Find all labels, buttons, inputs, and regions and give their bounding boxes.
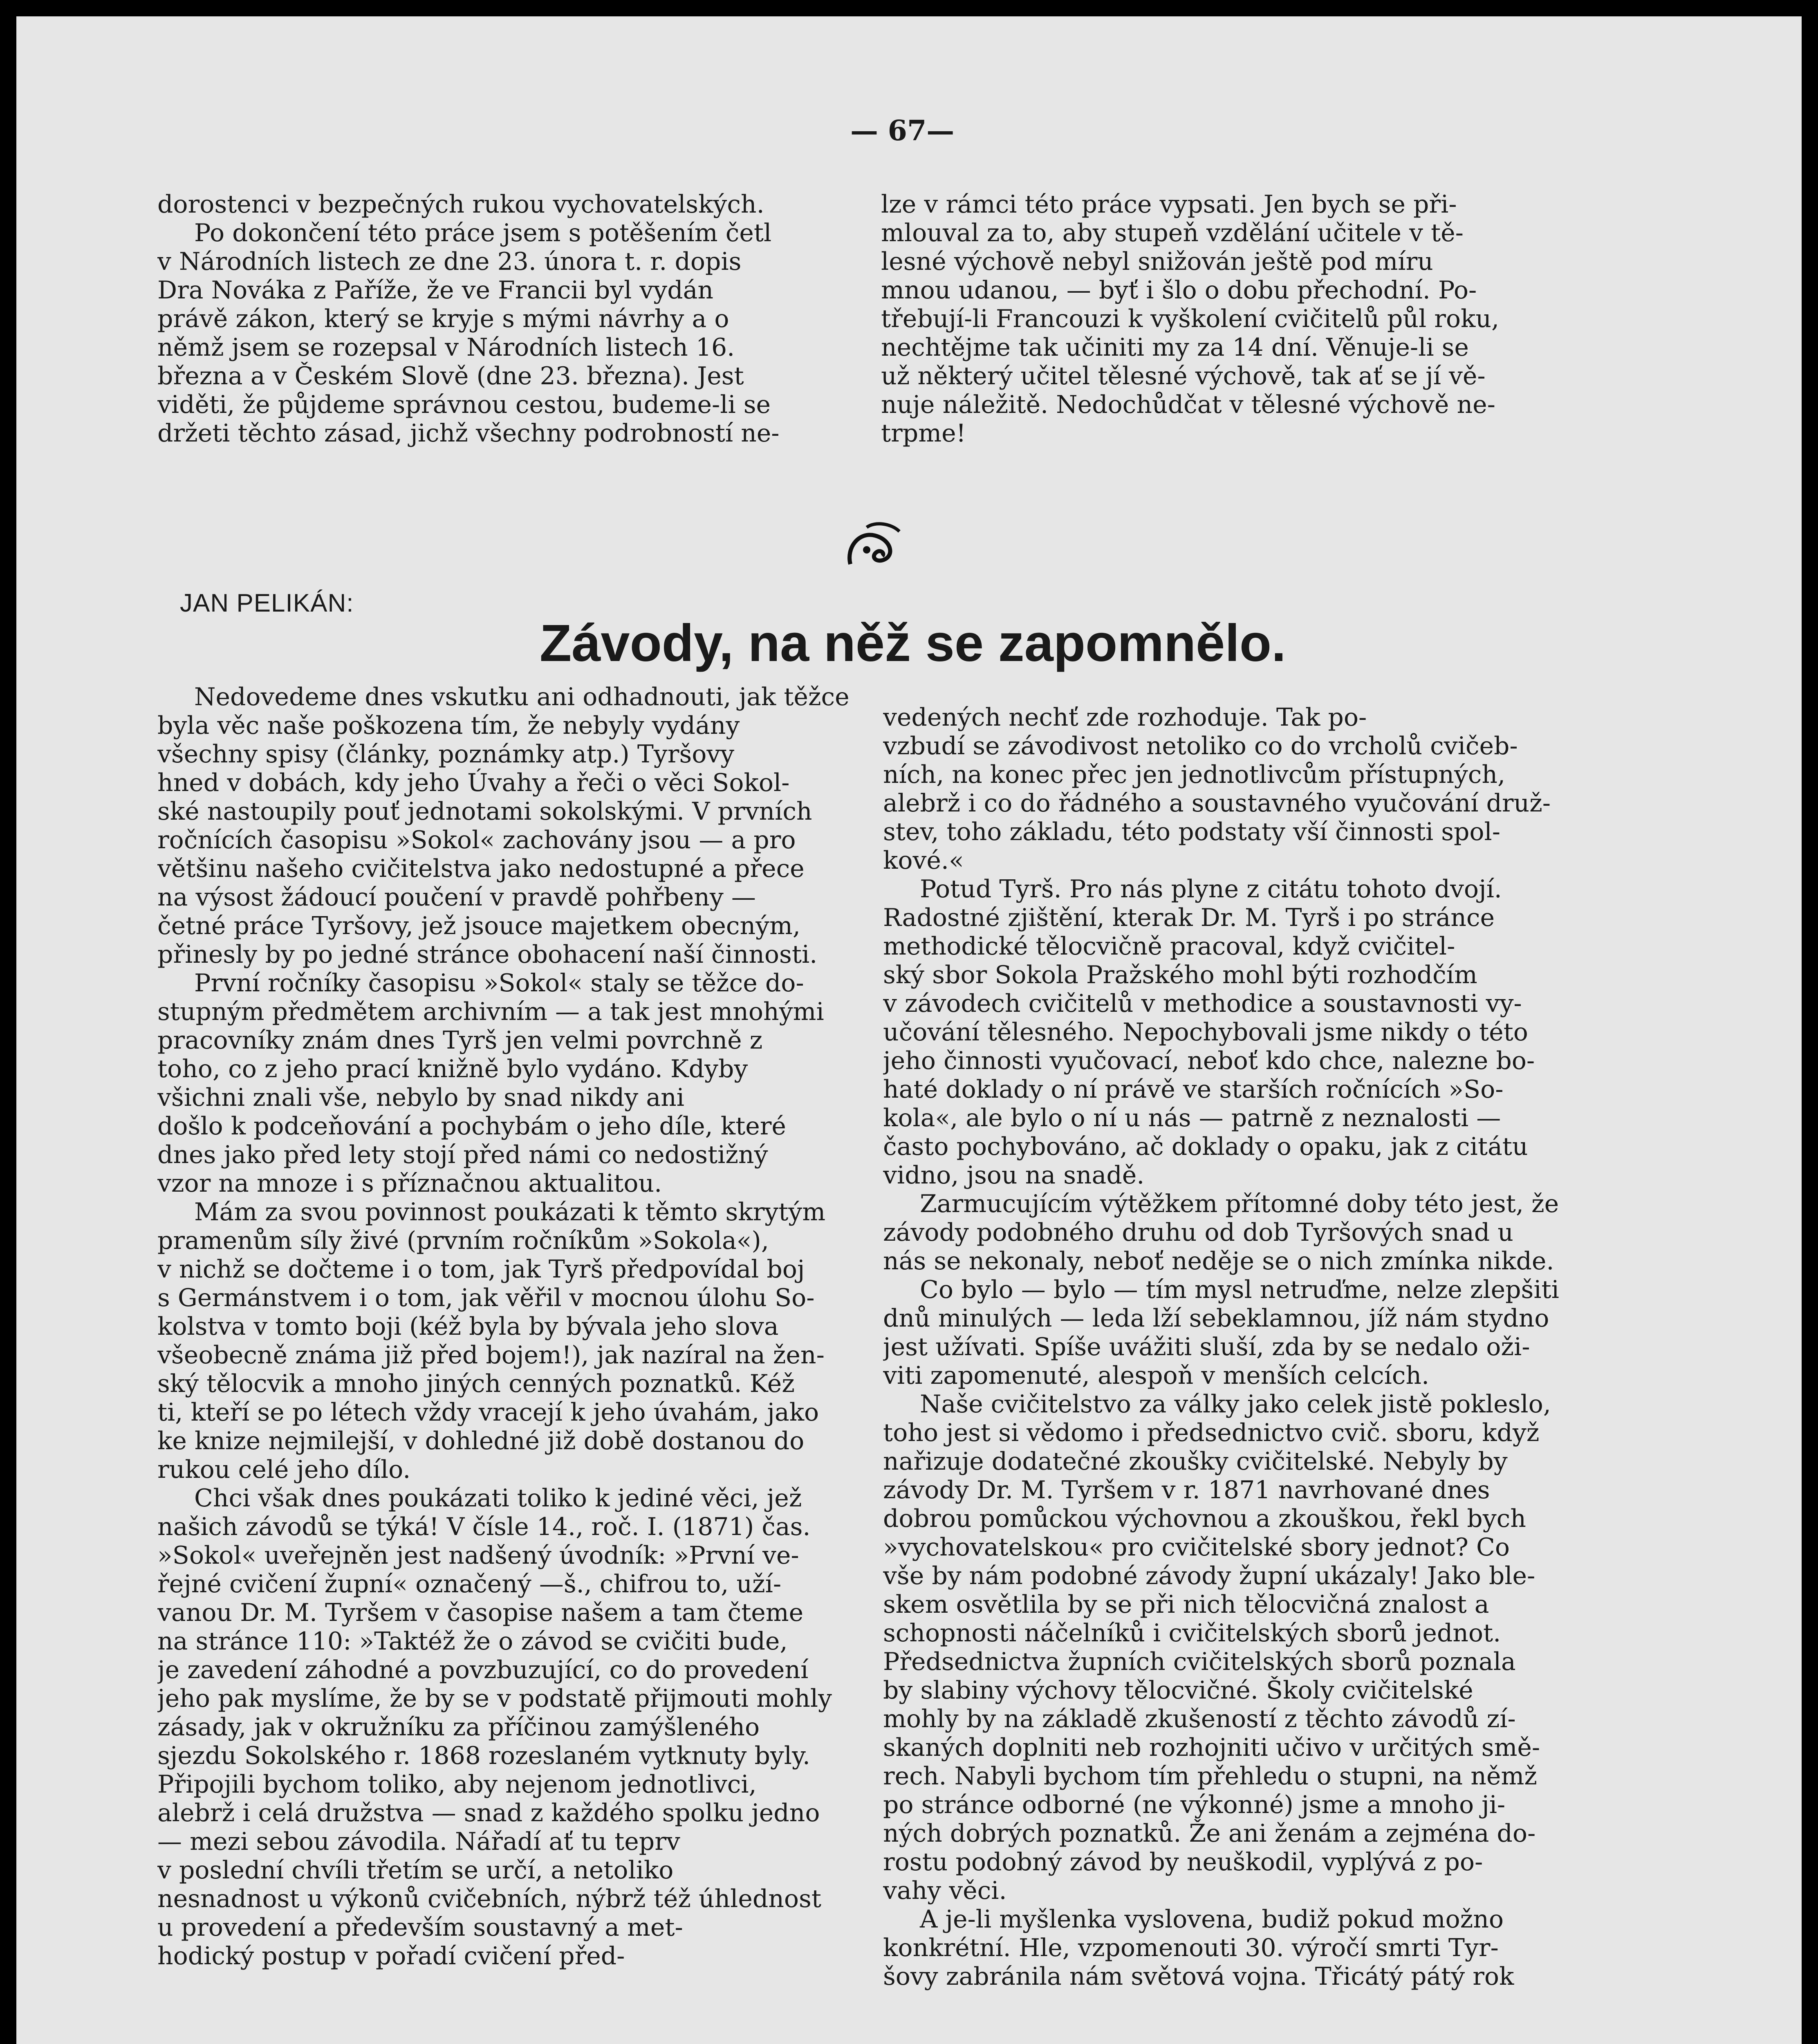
text-line: toho, co z jeho prací knižně bylo vydáno. Kdyby bbox=[157, 1055, 748, 1083]
text-line: došlo k podceňování a pochybám o jeho díle, které bbox=[157, 1112, 786, 1141]
text-line: hned v dobách, kdy jeho Úvahy a řeči o věci Sokol- bbox=[157, 769, 790, 797]
text-line: vzor na mnoze i s příznačnou aktualitou. bbox=[157, 1169, 662, 1198]
text-line: právě zákon, který se kryje s mými návrhy a o bbox=[157, 305, 729, 333]
page-number: — 67— bbox=[850, 114, 955, 147]
text-line: závody Dr. M. Tyršem v r. 1871 navrhované dnes bbox=[883, 1476, 1490, 1504]
text-line: v Národních listech ze dne 23. února t. r. dopis bbox=[157, 247, 742, 276]
text-line: řejné cvičení župní« označený —š., chifrou to, uží- bbox=[157, 1570, 782, 1598]
text-line: s Germánstvem i o tom, jak věřil v mocnou úlohu So- bbox=[157, 1284, 815, 1312]
text-line: stupným předmětem archivním — a tak jest mnohými bbox=[157, 997, 824, 1026]
text-line: zásady, jak v okružníku za příčinou zamýšleného bbox=[157, 1713, 760, 1741]
text-line: skem osvětlila by se při nich tělocvičná znalost a bbox=[883, 1590, 1489, 1619]
text-line: Nedovedeme dnes vskutku ani odhadnouti, jak těžce bbox=[194, 683, 850, 711]
text-line: rukou celé jeho dílo. bbox=[157, 1455, 411, 1484]
text-line: skaných doplniti neb rozhojniti učivo v určitých smě- bbox=[883, 1733, 1540, 1762]
text-line: na stránce 110: »Taktéž že o závod se cvičiti bude, bbox=[157, 1627, 788, 1656]
text-line: »Sokol« uveřejněn jest nadšený úvodník: »První ve- bbox=[157, 1541, 799, 1570]
text-line: viděti, že půjdeme správnou cestou, budeme-li se bbox=[157, 390, 771, 419]
text-line: Radostné zjištění, kterak Dr. M. Tyrš i po stránce bbox=[883, 903, 1495, 932]
text-line: kové.« bbox=[883, 846, 964, 875]
text-line: šovy zabránila nám světová vojna. Třicátý pátý rok bbox=[883, 1962, 1514, 1991]
text-line: je zavedení záhodné a povzbuzující, co do provedení bbox=[157, 1656, 809, 1684]
text-line: jeho činnosti vyučovací, neboť kdo chce, nalezne bo- bbox=[883, 1047, 1535, 1075]
text-line: dorostenci v bezpečných rukou vychovatelských. bbox=[157, 190, 764, 219]
text-line: u provedení a především soustavný a met- bbox=[157, 1913, 683, 1942]
text-line: ský tělocvik a mnoho jiných cenných poznatků. Kéž bbox=[157, 1369, 795, 1398]
text-line: přinesly by po jedné stránce obohacení naší činnosti. bbox=[157, 940, 818, 969]
text-line: v závodech cvičitelů v methodice a soustavnosti vy- bbox=[883, 989, 1522, 1018]
text-line: Připojili bychom toliko, aby nejenom jednotlivci, bbox=[157, 1770, 757, 1799]
right-article-column bbox=[883, 703, 1584, 1991]
text-line: dnů minulých — leda lží sebeklamnou, jíž nám stydno bbox=[883, 1304, 1549, 1333]
text-line: schopnosti náčelníků i cvičitelských sborů jednot. bbox=[883, 1619, 1501, 1647]
text-line: ních, na konec přec jen jednotlivcům přístupných, bbox=[883, 760, 1506, 789]
text-line: vše by nám podobné závody župní ukázaly! Jako ble- bbox=[883, 1562, 1536, 1590]
text-line: všechny spisy (články, poznámky atp.) Tyršovy bbox=[157, 740, 735, 769]
text-line: vzbudí se závodivost netoliko co do vrcholů cvičeb- bbox=[883, 732, 1518, 760]
text-line: alebrž i co do řádného a soustavného vyučování druž- bbox=[883, 789, 1551, 818]
text-line: v poslední chvíli třetím se určí, a netoliko bbox=[157, 1856, 674, 1885]
text-line: března a v Českém Slově (dne 23. března). Jest bbox=[157, 362, 744, 390]
text-line: dobrou pomůckou výchovnou a zkouškou, řekl bych bbox=[883, 1504, 1526, 1533]
text-line: — mezi sebou závodila. Nářadí ať tu teprv bbox=[157, 1827, 680, 1856]
text-line: lze v rámci této práce vypsati. Jen bych se při- bbox=[881, 190, 1457, 219]
text-line: dnes jako před lety stojí před námi co nedostižný bbox=[157, 1141, 768, 1169]
text-line: »vychovatelskou« pro cvičitelské sbory jednot? Co bbox=[883, 1533, 1510, 1562]
text-line: ti, kteří se po létech vždy vracejí k jeho úvahám, jako bbox=[157, 1398, 819, 1427]
text-line: nesnadnost u výkonů cvičebních, nýbrž též úhlednost bbox=[157, 1885, 821, 1913]
text-line: v nichž se dočteme i o tom, jak Tyrš předpovídal boj bbox=[157, 1255, 805, 1284]
text-line: ské nastoupily pouť jednotami sokolskými. V prvních bbox=[157, 797, 812, 826]
text-line: většinu našeho cvičitelstva jako nedostupné a přece bbox=[157, 854, 805, 883]
text-line: po stránce odborné (ne výkonné) jsme a mnoho ji- bbox=[883, 1791, 1506, 1819]
text-line: viti zapomenuté, alespoň v menších celcích. bbox=[883, 1361, 1430, 1390]
text-line: rostu podobný závod by neuškodil, vyplývá z po- bbox=[883, 1848, 1483, 1876]
text-line: vanou Dr. M. Tyršem v časopise našem a tam čteme bbox=[157, 1598, 804, 1627]
text-line: všichni znali vše, nebylo by snad nikdy ani bbox=[157, 1083, 684, 1112]
ornament-icon bbox=[842, 519, 908, 572]
text-line: všeobecně známa již před bojem!), jak nazíral na žen- bbox=[157, 1341, 825, 1369]
text-line: vahy věci. bbox=[883, 1876, 1007, 1905]
text-line: stev, toho základu, této podstaty vší činnosti spol- bbox=[883, 818, 1501, 846]
text-line: mnou udanou, — byť i šlo o dobu přechodní. Po- bbox=[881, 276, 1477, 305]
text-line: ných dobrých poznatků. Že ani ženám a zejména do- bbox=[883, 1819, 1536, 1848]
text-line: Dra Nováka z Paříže, že ve Francii byl vydán bbox=[157, 276, 714, 305]
text-line: našich závodů se týká! V čísle 14., roč. I. (1871) čas. bbox=[157, 1513, 811, 1541]
text-line: haté doklady o ní právě ve starších ročnících »So- bbox=[883, 1075, 1504, 1104]
text-line: ročnících časopisu »Sokol« zachovány jsou — a pro bbox=[157, 826, 796, 854]
text-line: pracovníky znám dnes Tyrš jen velmi povrchně z bbox=[157, 1026, 763, 1055]
text-line: Zarmucujícím výtěžkem přítomné doby této jest, že bbox=[920, 1190, 1559, 1218]
text-line: jest užívati. Spíše uvážiti sluší, zda by se nedalo oži- bbox=[883, 1333, 1530, 1361]
text-line: jeho pak myslíme, že by se v podstatě přijmouti mohly bbox=[157, 1684, 832, 1713]
text-line: vidno, jsou na snadě. bbox=[883, 1161, 1145, 1190]
text-line: nechtějme tak učiniti my za 14 dní. Věnuje-li se bbox=[881, 333, 1469, 362]
text-line: ský sbor Sokola Pražského mohl býti rozhodčím bbox=[883, 961, 1477, 989]
text-line: methodické tělocvičně pracoval, když cvičitel- bbox=[883, 932, 1455, 961]
text-line: kolstva v tomto boji (kéž byla by bývala jeho slova bbox=[157, 1312, 779, 1341]
text-line: Předsednictva župních cvičitelských sborů poznala bbox=[883, 1647, 1516, 1676]
text-line: rech. Nabyli bychom tím přehledu o stupni, na němž bbox=[883, 1762, 1537, 1791]
text-line: alebrž i celá družstva — snad z každého spolku jedno bbox=[157, 1799, 820, 1827]
text-line: mlouval za to, aby stupeň vzdělání učitele v tě- bbox=[881, 219, 1464, 247]
top-right-column bbox=[881, 190, 1584, 448]
top-left-column bbox=[157, 190, 856, 448]
text-line: Chci však dnes poukázati toliko k jediné věci, jež bbox=[194, 1484, 802, 1513]
text-line: Naše cvičitelstvo za války jako celek jistě pokleslo, bbox=[920, 1390, 1551, 1419]
text-line: pramenům síly živé (prvním ročníkům »Sokola«), bbox=[157, 1226, 769, 1255]
text-line: na výsost žádoucí poučení v pravdě pohřbeny — bbox=[157, 883, 756, 912]
text-line: Potud Tyrš. Pro nás plyne z citátu tohoto dvojí. bbox=[920, 875, 1502, 903]
article-title: Závody, na něž se zapomnělo. bbox=[540, 614, 1286, 672]
text-line: Po dokončení této práce jsem s potěšením četl bbox=[194, 219, 772, 247]
text-line: konkrétní. Hle, vzpomenouti 30. výročí smrti Tyr- bbox=[883, 1934, 1499, 1962]
text-line: První ročníky časopisu »Sokol« staly se těžce do- bbox=[194, 969, 804, 997]
text-line: nás se nekonaly, neboť neděje se o nich zmínka nikde. bbox=[883, 1247, 1554, 1275]
text-line: učování tělesného. Nepochybovali jsme nikdy o této bbox=[883, 1018, 1528, 1047]
text-line: už některý učitel tělesné výchově, tak ať se jí vě- bbox=[881, 362, 1486, 390]
text-line: závody podobného druhu od dob Tyršových snad u bbox=[883, 1218, 1513, 1247]
text-line: toho jest si vědomo i předsednictvo cvič. sboru, když bbox=[883, 1419, 1540, 1447]
text-line: držeti těchto zásad, jichž všechny podrobností ne- bbox=[157, 419, 780, 448]
text-line: kola«, ale bylo o ní u nás — patrně z neznalosti — bbox=[883, 1104, 1501, 1132]
text-line: vedených nechť zde rozhoduje. Tak po- bbox=[883, 703, 1367, 732]
left-article-column bbox=[157, 683, 861, 1970]
text-line: často pochybováno, ač doklady o opaku, jak z citátu bbox=[883, 1132, 1528, 1161]
text-line: A je-li myšlenka vyslovena, budiž pokud možno bbox=[920, 1905, 1504, 1934]
text-line: by slabiny výchovy tělocvičné. Školy cvičitelské bbox=[883, 1676, 1473, 1705]
text-line: četné práce Tyršovy, jež jsouce majetkem obecným, bbox=[157, 912, 800, 940]
text-line: sjezdu Sokolského r. 1868 rozeslaném vytknuty byly. bbox=[157, 1741, 810, 1770]
text-line: němž jsem se rozepsal v Národních listech 16. bbox=[157, 333, 735, 362]
text-line: byla věc naše poškozena tím, že nebyly vydány bbox=[157, 711, 740, 740]
text-line: třebují-li Francouzi k vyškolení cvičitelů půl roku, bbox=[881, 305, 1500, 333]
text-line: Mám za svou povinnost poukázati k těmto skrytým bbox=[194, 1198, 826, 1226]
text-line: mohly by na základě zkušeností z těchto závodů zí- bbox=[883, 1705, 1516, 1733]
text-line: lesné výchově nebyl snižován ještě pod míru bbox=[881, 247, 1433, 276]
page bbox=[16, 16, 1802, 2044]
text-line: Co bylo — bylo — tím mysl netruďme, nelze zlepšiti bbox=[920, 1275, 1559, 1304]
text-line: hodický postup v pořadí cvičení před- bbox=[157, 1942, 625, 1970]
author-name: JAN PELIKÁN: bbox=[180, 589, 354, 617]
text-line: nuje náležitě. Nedochůdčat v tělesné výchově ne- bbox=[881, 390, 1495, 419]
text-line: trpme! bbox=[881, 419, 966, 448]
text-line: ke knize nejmilejší, v dohledné již době dostanou do bbox=[157, 1427, 805, 1455]
text-line: nařizuje dodatečné zkoušky cvičitelské. Nebyly by bbox=[883, 1447, 1508, 1476]
